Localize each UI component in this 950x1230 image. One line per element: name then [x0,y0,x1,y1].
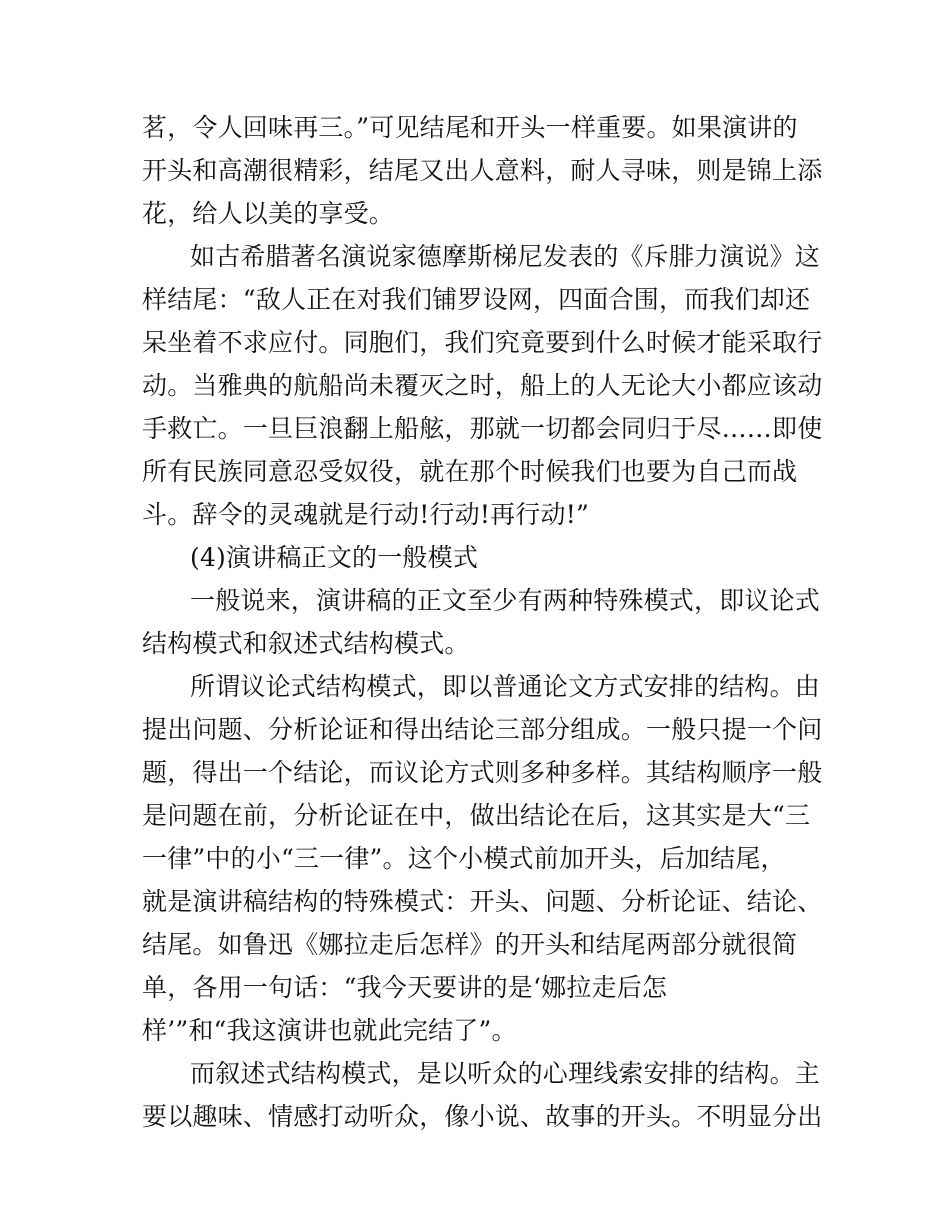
paragraph-start-line: 如古希腊著名演说家德摩斯梯尼发表的《斥腓力演说》这 [190,242,821,271]
text-line: 斗。辞令的灵魂就是行动!行动!再行动!” [142,500,589,529]
text-line: 一律”中的小“三一律”。这个小模式前加开头，后加结尾， [142,844,786,873]
section-heading: (4)演讲稿正文的一般模式 [190,543,479,572]
paragraph-start-line: 一般说来，演讲稿的正文至少有两种特殊模式，即议论式 [190,586,821,615]
text-line: 单，各用一句话：“我今天要讲的是‘娜拉走后怎 [142,973,668,1002]
text-line: 茗，令人回味再三。”可见结尾和开头一样重要。如果演讲的 [142,113,798,142]
text-line: 样’”和“我这演讲也就此完结了”。 [142,1016,517,1045]
text-line: 呆坐着不求应付。同胞们，我们究竟要到什么时候才能采取行 [142,328,823,357]
paragraph-start-line: 所谓议论式结构模式，即以普通论文方式安排的结构。由 [190,672,821,701]
text-line: 样结尾：“敌人正在对我们铺罗设网，四面合围，而我们却还 [142,285,811,314]
text-line: 结尾。如鲁迅《娜拉走后怎样》的开头和结尾两部分就很简 [142,930,798,959]
paragraph-start-line: 而叙述式结构模式，是以听众的心理线索安排的结构。主 [190,1059,821,1088]
text-line: 题，得出一个结论，而议论方式则多种多样。其结构顺序一般 [142,758,823,787]
text-line: 动。当雅典的航船尚未覆灭之时，船上的人无论大小都应该动 [142,371,823,400]
text-line: 就是演讲稿结构的特殊模式：开头、问题、分析论证、结论、 [142,887,823,916]
text-line: 要以趣味、情感打动听众，像小说、故事的开头。不明显分出 [142,1102,823,1131]
text-line: 所有民族同意忍受奴役，就在那个时候我们也要为自己而战 [142,457,798,486]
text-line: 提出问题、分析论证和得出结论三部分组成。一般只提一个问 [142,715,823,744]
text-line: 结构模式和叙述式结构模式。 [142,629,470,658]
text-line: 是问题在前，分析论证在中，做出结论在后，这其实是大“三 [142,801,811,830]
text-line: 开头和高潮很精彩，结尾又出人意料，耐人寻味，则是锦上添 [142,156,823,185]
text-line: 花，给人以美的享受。 [142,199,395,228]
text-line: 手救亡。一旦巨浪翻上船舷，那就一切都会同归于尽……即使 [142,414,823,443]
